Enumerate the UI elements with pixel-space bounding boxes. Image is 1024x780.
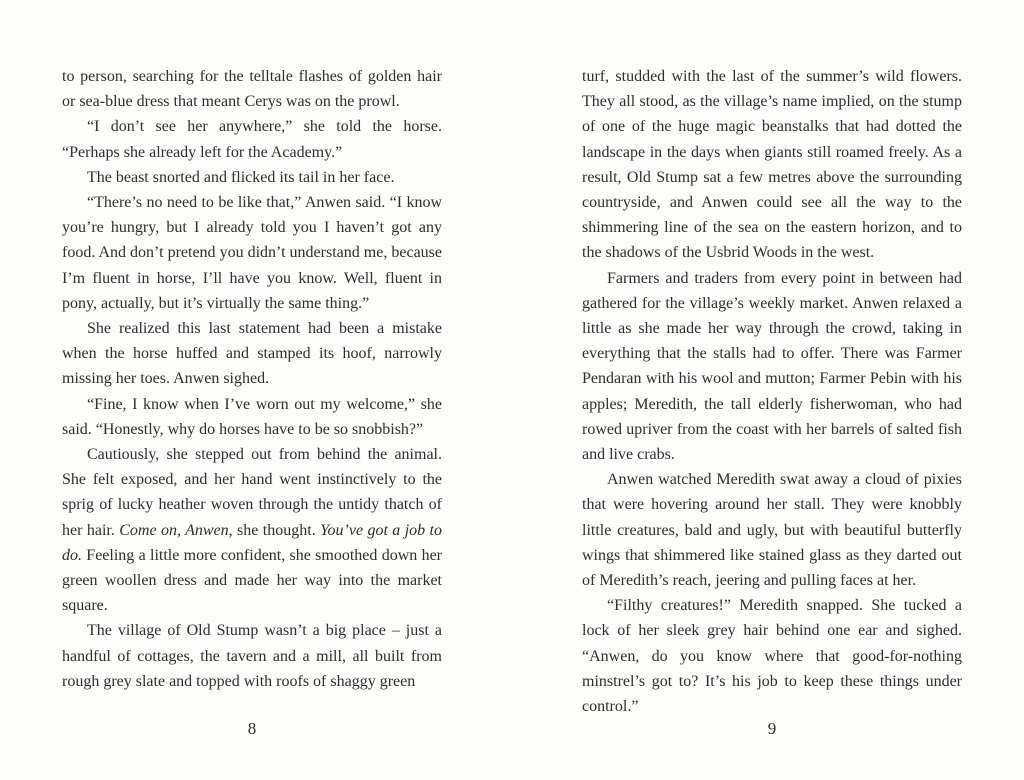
paragraph	[62, 190, 442, 316]
paragraph	[582, 467, 962, 593]
body-text: “Fine, I know when I’ve worn out my welcome,” she said. “Honestly, why do horses have to be so snobbish?”	[62, 395, 442, 438]
right-page-number: 9	[767, 719, 777, 738]
body-text: Anwen watched Meredith swat away a cloud of pixies that were hovering around her stall. They were knobbly little creatures, bald and ugly, but with beautiful butterfly wings that shimmered like stained glass as they darted out of Meredith’s reach, jeering and pulling faces at her.	[582, 471, 962, 590]
paragraph	[62, 442, 442, 618]
paragraph	[62, 392, 442, 442]
paragraph	[62, 618, 442, 694]
italic-text: You’ve got a job to do.	[62, 521, 442, 564]
paragraph	[62, 165, 442, 190]
left-page-number: 8	[247, 719, 257, 738]
paragraph	[62, 64, 442, 114]
body-text: turf, studded with the last of the summer’s wild flowers. They all stood, as the village’s name implied, on the stump of one of the huge magic beanstalks that had dotted the landscape in the days when giants still roamed freely. As a result, Old Stump sat a few metres above the surrounding countryside, and Anwen could see all the way to the shimmering line of the sea on the eastern horizon, and to the shadows of the Usbrid Woods in the west.	[582, 68, 962, 262]
paragraph	[62, 114, 442, 164]
paragraph	[582, 266, 962, 468]
body-text: The village of Old Stump wasn’t a big place – just a handful of cottages, the tavern and a mill, all built from rough grey slate and topped with roofs of shaggy green	[62, 622, 442, 690]
body-text: Cautiously, she stepped out from behind the animal. She felt exposed, and her hand went instinctively to the sprig of lucky heather woven through the untidy thatch of her hair.	[62, 446, 442, 539]
paragraph	[582, 593, 962, 719]
body-text: to person, searching for the telltale flashes of golden hair or sea-blue dress that meant Cerys was on the prowl.	[62, 68, 442, 111]
body-text: , she thought.	[228, 521, 321, 539]
italic-text: Come on, Anwen	[119, 521, 229, 539]
body-text: She realized this last statement had been a mistake when the horse huffed and stamped its hoof, narrowly missing her toes. Anwen sighed.	[62, 320, 442, 388]
body-text: Farmers and traders from every point in between had gathered for the village’s weekly market. Anwen relaxed a little as she made her way through the crowd, taking in everything that the stalls had to offer. There was Farmer Pendaran with his wool and mutton; Farmer Pebin with his apples; Meredith, the tall elderly fisherwoman, who had rowed upriver from the coast with her barrels of salted fish and live crabs.	[582, 269, 962, 464]
body-text: “Filthy creatures!” Meredith snapped. She tucked a lock of her sleek grey hair behind one ear and sighed. “Anwen, do you know where that good-for-nothing minstrel’s got to? It’s his job to keep these things under control.”	[582, 597, 962, 716]
left-page-text	[62, 64, 442, 694]
right-page-text	[582, 64, 962, 719]
body-text: “There’s no need to be like that,” Anwen said. “I know you’re hungry, but I already told you I haven’t got any food. And don’t pretend you didn’t understand me, because I’m fluent in horse, I’ll have you know. Well, fluent in pony, actually, but it’s virtually the same thing.”	[62, 194, 442, 312]
body-text: The beast snorted and flicked its tail in her face.	[87, 168, 395, 186]
body-text: Feeling a little more confident, she smoothed down her green woollen dress and made her way into the market square.	[62, 546, 442, 615]
body-text: “I don’t see her anywhere,” she told the horse. “Perhaps she already left for the Academy.”	[62, 118, 442, 161]
paragraph	[582, 64, 962, 266]
paragraph	[62, 316, 442, 392]
